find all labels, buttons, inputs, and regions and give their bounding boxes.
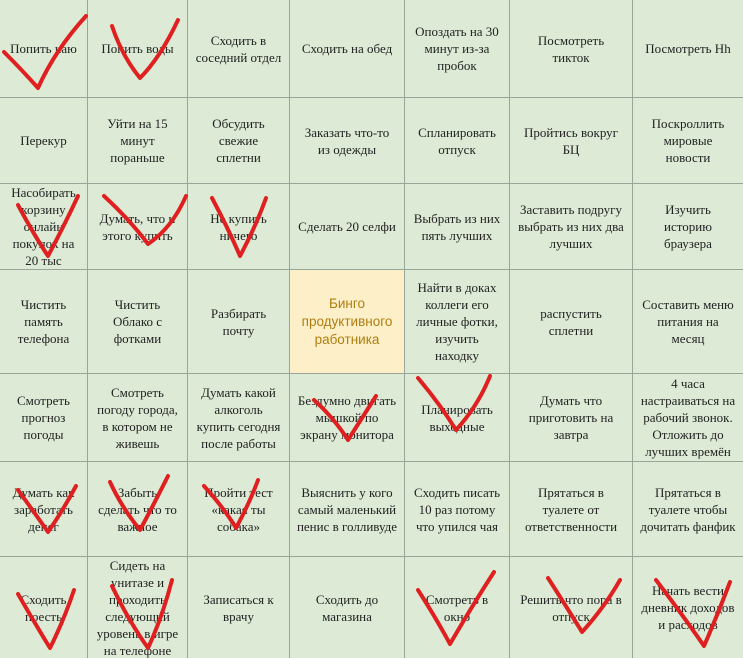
bingo-cell-text: Опоздать на 30 минут из-за пробок [415,24,499,73]
bingo-title-cell [290,270,405,374]
bingo-cell [188,374,290,462]
bingo-cell-text: Думать, что и этого купить [99,210,176,243]
bingo-cell [633,462,743,557]
bingo-cell [405,270,510,374]
bingo-cell-text: 4 часа настраиваться на рабочий звонок. Отложить до лучших времён [640,376,736,459]
bingo-cell-text: Выяснить у кого самый маленький пенис в голливуде [296,484,398,534]
bingo-cell [188,0,290,98]
bingo-cell-text: Смотреть в окно [425,591,489,624]
bingo-cell-text: Думать как заработать денег [12,484,75,534]
bingo-cell-text: Сделать 20 селфи [298,219,396,234]
bingo-cell-text: Смотреть прогноз погоды [17,393,70,442]
bingo-cell [88,0,188,98]
bingo-cell [405,98,510,184]
bingo-cell [510,98,633,184]
bingo-cell [633,184,743,270]
bingo-cell-text: Начать вести дневник доходов и расходов [641,583,735,632]
bingo-cell [510,184,633,270]
bingo-cell-text: Бездумно двигать мышкой по экрану монитора [297,393,397,442]
bingo-cell-text: Попить чаю [10,41,77,56]
bingo-cell [290,184,405,270]
bingo-cell-text: Сходить поесть [20,591,67,624]
bingo-cell [0,0,88,98]
bingo-cell [88,462,188,557]
bingo-cell [405,374,510,462]
bingo-cell-text: распустить сплетни [540,305,602,338]
bingo-cell-text: Пройтись вокруг БЦ [524,124,618,157]
bingo-cell [290,0,405,98]
bingo-cell-text: Посмотреть Hh [645,41,731,56]
bingo-cell [633,98,743,184]
bingo-cell-text: Перекур [20,133,67,148]
bingo-cell [290,98,405,184]
bingo-cell-text: Посмотреть тикток [537,32,605,65]
bingo-cell [88,270,188,374]
bingo-cell-text: Сходить писать 10 раз потому что упился чая [413,484,501,534]
bingo-cell [88,98,188,184]
bingo-cell-text: Сходить на обед [301,41,393,56]
bingo-cell-text: Составить меню питания на месяц [642,297,734,346]
bingo-cell-text: Разбирать почту [210,305,267,338]
bingo-cell [88,374,188,462]
bingo-cell [188,557,290,658]
bingo-cell [290,462,405,557]
bingo-cell-text: Планировать выходные [421,401,493,434]
bingo-cell-text: Смотреть погоду города, в котором не живешь [97,384,178,451]
bingo-cell-text: Попить воды [101,41,174,56]
bingo-cell-text: Сходить до магазина [315,591,379,624]
bingo-cell-text: Чистить Облако с фотками [112,297,163,346]
bingo-cell-text: Заставить подругу выбрать из них два лучших [518,202,624,251]
bingo-cell [0,557,88,658]
bingo-cell-text: Выбрать из них пять лучших [413,210,501,243]
bingo-cell [0,374,88,462]
bingo-cell-text: Изучить историю браузера [664,202,712,251]
bingo-cell [510,0,633,98]
bingo-cell-text: Чистить память телефона [17,297,70,346]
bingo-cell-text: Поскроллить мировые новости [651,116,725,165]
bingo-cell [510,374,633,462]
bingo-cell-text: Бинго продуктивного работника [301,295,393,347]
bingo-cell [188,98,290,184]
bingo-cell [0,98,88,184]
bingo-cell [0,184,88,270]
bingo-cell [633,0,743,98]
bingo-cell [290,557,405,658]
bingo-cell [633,270,743,374]
bingo-cell [405,184,510,270]
bingo-cell [405,462,510,557]
bingo-cell-text: Прятаться в туалете от ответственности [524,484,618,534]
bingo-cell-text: Сидеть на унитазе и проходить следующий уровень в игре на телефоне [96,557,179,658]
bingo-cell-text: Найти в доках коллеги его личные фотки, изучить находку [416,280,498,363]
bingo-cell [633,374,743,462]
bingo-cell [633,557,743,658]
bingo-cell-text: Сходить в соседний отдел [195,32,282,65]
bingo-cell [188,270,290,374]
bingo-cell-text: Пройти тест «какая ты собака» [204,484,273,534]
bingo-cell-text: Насобирать корзину онлайн покупок на 20 тыс [11,185,76,268]
bingo-cell-text: Забыть сделать что то важное [98,484,177,534]
bingo-cell-text: Не купить ничего [210,210,267,243]
bingo-cell-text: Думать что приготовить на завтра [528,393,614,442]
bingo-cell-text: Решить что пора в отпуск [520,591,622,624]
bingo-cell-text: Уйти на 15 минут пораньше [107,116,168,165]
bingo-cell [0,462,88,557]
bingo-cell [88,184,188,270]
bingo-cell [405,0,510,98]
bingo-cell-text: Думать какой алкоголь купить сегодня после работы [196,384,281,451]
bingo-cell [405,557,510,658]
bingo-cell-text: Обсудить свежие сплетни [212,116,265,165]
bingo-cell-text: Заказать что-то из одежды [304,124,390,157]
bingo-cell-text: Спланировать отпуск [418,124,496,157]
bingo-cell [290,374,405,462]
bingo-cell [510,462,633,557]
bingo-cell [510,270,633,374]
bingo-cell [88,557,188,658]
bingo-cell-text: Записаться к врачу [203,591,274,624]
bingo-cell-text: Прятаться в туалете чтобы дочитать фанфик [640,484,736,534]
bingo-cell [188,184,290,270]
bingo-cell [188,462,290,557]
bingo-cell [0,270,88,374]
bingo-cell [510,557,633,658]
